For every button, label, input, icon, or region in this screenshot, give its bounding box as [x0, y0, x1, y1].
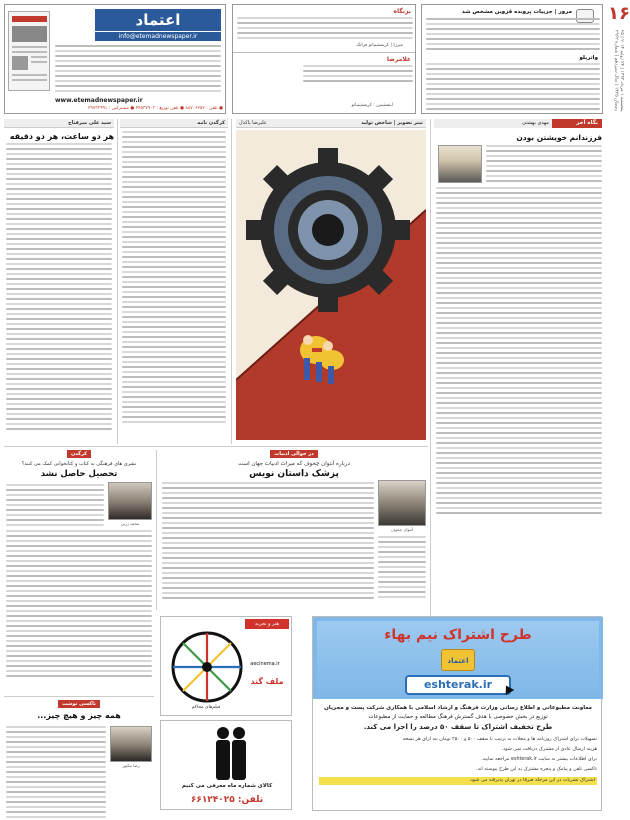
left-column-author: سید علی میرفتاح — [68, 120, 111, 126]
front-page-thumbnail — [8, 11, 50, 91]
top-mid-byline-2: اینستینین : کریستینیانو — [351, 103, 393, 108]
top-mid-byline: میرزا | کریستینیانو فرانک — [356, 43, 403, 48]
literature-subtitle: درباره آنتوان چخوف که میراث ادبیات جهان است — [238, 461, 350, 468]
left-column — [4, 119, 114, 441]
middle-column-tag: کرگدن نامه — [197, 120, 225, 126]
red-badge: هنر و تجربه — [245, 619, 289, 629]
page-number-strip — [608, 4, 628, 114]
cinema-site[interactable]: aecinema.ir — [250, 661, 280, 667]
top-right-heading: مرور | جزییات پرونده قزوین مشخص شد — [461, 9, 572, 15]
taxi-section — [4, 700, 154, 810]
right-article-title: فرزندانم خویشتن بودن — [516, 132, 602, 142]
right-column-author: مهدی بهشتی — [434, 119, 552, 128]
cartoon-section — [236, 119, 426, 441]
kala-ad-title: کالای شماره ماه معرفی می کنیم — [181, 783, 273, 789]
chekhov-caption: آنتوان چخوف — [390, 527, 414, 532]
masthead — [4, 4, 226, 114]
taxi-author-photo — [110, 726, 152, 762]
top-middle-box — [232, 4, 416, 114]
cartoon-author: علیرضا پاکدل — [239, 120, 267, 126]
top-mid-heading: بزنگاه — [393, 8, 411, 15]
eshterak-ad[interactable] — [312, 616, 602, 811]
left-column-header — [4, 119, 114, 128]
eshterak-list — [319, 737, 597, 789]
people-silhouette-icon — [211, 725, 251, 781]
website-line: www.etemadnewspaper.ir — [55, 97, 143, 104]
cartoon-illustration — [236, 130, 426, 440]
middle-column-header — [120, 119, 228, 128]
gear-icon — [246, 148, 410, 312]
eshterak-title: طرح اشتراک نیم بهاء — [384, 627, 532, 643]
taxi-tag: تاکسی نوشت — [58, 700, 100, 708]
cinema-ad[interactable] — [160, 616, 292, 716]
top-right-box — [421, 4, 603, 114]
eshterak-body-2: توزیع در بخش خصوصی با هدف گسترش فرهنگ مطالعه و حمایت از مطبوعات — [368, 714, 548, 720]
eshterak-logo-badge: اعتماد — [441, 649, 475, 671]
right-column-tag: نگاه آخر — [552, 119, 602, 128]
kala-ad[interactable] — [160, 720, 292, 810]
cartoon-header — [236, 119, 426, 128]
info-line: ● تلفن : ۸۸۷۰۶۲۵۲ ● تلفن توزیع : ۴۴۵۳۷۹۰۳ ● مشترکین : ۲۹۷۳۳۹۹۱ — [87, 106, 223, 111]
top-right-heading-2: واترپلو — [579, 55, 598, 61]
literature-title: پزشک داستان نویس — [249, 469, 339, 480]
eshterak-body-1: معاونت مطبوعاتی و اطلاع رسانی وزارت فرهنگ و ارشاد اسلامی با همکاری شرکت پست و مجریان — [324, 705, 592, 711]
eshterak-list-item: تسهیلات برای اشتراک روزنامه ها و مجلات به ترتیب تا سقف ۵۰۰ و ۲۵۰۰ تومان بنه ازای هر نسخه — [402, 737, 597, 742]
eshterak-site[interactable]: eshterak.ir — [405, 675, 511, 695]
kala-phone[interactable]: تلفن: ۶۶۱۲۴۰۲۵ — [190, 795, 264, 805]
logo: اعتماد — [95, 9, 221, 31]
page-number: ۱۶ — [608, 3, 630, 24]
books-tag: کرگدن — [67, 450, 91, 458]
literature-tag: در حوالی ادبیات — [270, 450, 317, 458]
books-author-photo — [108, 482, 152, 520]
author-photo — [438, 145, 482, 183]
eshterak-list-item: اشتراک نشریات در این مرحله صرفا در تهران پذیرفته می شود. — [319, 777, 597, 785]
right-column — [434, 119, 602, 524]
date-line: پنجشنبه ۱ مرداد ۱۳۹۳ | ۲۴ ژوئیه ۲۰۱۴ | ۲۵ رمضان ۱۴۳۵ | سال سیزدهم | شماره ۲۹۶۲ — [613, 30, 624, 112]
cinema-ad-title: ملف گند — [250, 677, 284, 686]
taxi-photo-caption: رضا نیکپور — [122, 763, 140, 768]
cinema-sub: فیلم‌های محاکم — [191, 705, 221, 710]
bike-wheel-icon — [167, 627, 247, 707]
eshterak-list-item: برای اطلاعات بیشتر به سایت eshterak.ir مراجعه نمایید. — [481, 756, 597, 762]
eshterak-list-item: هزینه ارسال عادی از مشترک دریافت نمی شود. — [501, 746, 597, 752]
books-subtitle: نشری های فرهنگی به کتاب و کتابخوانی کمک می کنند؟ — [21, 461, 137, 468]
books-section — [4, 450, 154, 686]
eshterak-list-item: تاکسی تلفن و پیامک و پنجره مشترک به این طرح پیوسته اند. — [476, 766, 597, 772]
middle-column — [120, 119, 228, 441]
literature-section — [160, 450, 428, 610]
left-article-title: هر دو ساعت، هر دو دقیقه — [9, 132, 114, 142]
eshterak-body-3: طرح تخفیف اشتراک تا سقف ۵۰ درصد را اجرا می کند. — [363, 723, 553, 731]
cartoon-tag: تیتر تصویر | شاخص تولید — [361, 120, 423, 126]
email-line: info@etemadnewspaper.ir — [95, 32, 221, 41]
taxi-title: همه چیز و هیچ چیز... — [37, 711, 121, 721]
books-title: تحصیل حاصل نشد — [40, 468, 118, 479]
top-mid-heading-2: غلامرضا — [386, 56, 411, 63]
books-photo-caption: محمد زرین — [120, 521, 140, 526]
chekhov-photo — [378, 480, 426, 526]
